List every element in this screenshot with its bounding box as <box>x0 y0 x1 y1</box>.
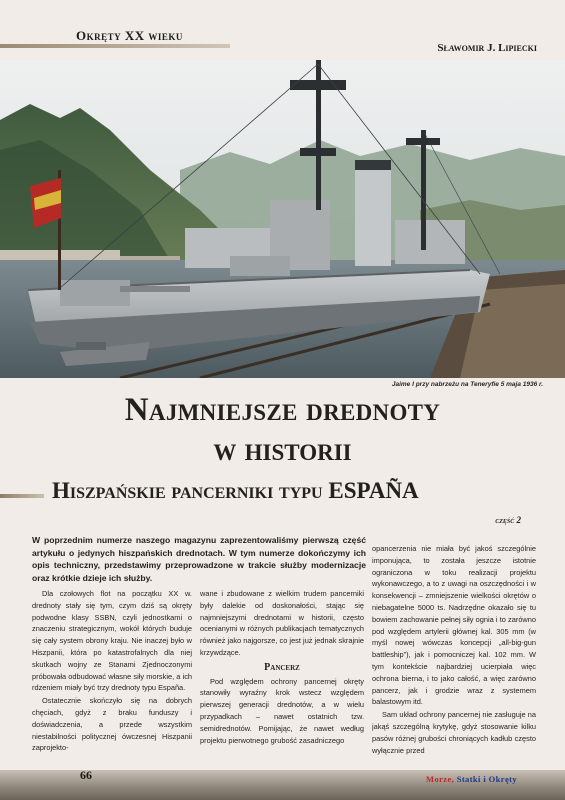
text-column-1 <box>32 588 192 760</box>
text-column-2 <box>200 588 364 760</box>
subtitle-block <box>0 478 565 514</box>
magazine-name-part-1: Morze, <box>426 774 457 784</box>
magazine-name-part-2: Statki i Okręty <box>456 774 517 784</box>
photo-caption: Jaime I przy nabrzeżu na Teneryfie 5 maja 1936 r. <box>391 381 543 388</box>
column-1-paragraph-2: Ostatecznie skończyło się na dobrych chęciach, gdyż z braku funduszy i doświadczenia, a przede wszystkim niestabilności politycznej ówczesnej Hiszpanii zaprojekto- <box>32 696 192 753</box>
section-tag <box>0 28 230 50</box>
part-label: część 2 <box>495 515 521 525</box>
subtitle: Hiszpańskie pancerniki typu ESPAÑA <box>52 478 419 503</box>
lead-paragraph: W poprzednim numerze naszego magazynu zaprezentowaliśmy pierwszą część artykułu o jedynych hiszpańskich drednotach. W tym numerze dokończymy ich opis techniczny, przedstawimy przeprowadzone w trakcie służby modernizacje oraz krótkie dzieje ich służby. <box>32 535 366 583</box>
battleship-photo <box>0 60 565 378</box>
section-rule <box>0 44 230 48</box>
author-name: Sławomir J. Lipiecki <box>437 42 537 54</box>
section-label: Okręty XX wieku <box>72 28 187 44</box>
text-column-3 <box>372 543 536 763</box>
section-heading-armor: Pancerz <box>264 661 300 673</box>
column-1-paragraph-1: Dla czołowych flot na początku XX w. drednoty stały się tym, czym dziś są okręty podwodne klasy SSBN, czyli jednostkami o znaczeniu strategicznym, wokół których buduje się cały system obrony kraju. Nie inaczej było w Hiszpanii, która po katastrofalnych dla niej skutkach wojny ze Stanami Zjednoczonymi próbowała odbudować własne siły morskie, a ich rdzeniem miały być trzy drednoty typu España. <box>32 589 192 693</box>
column-3-paragraph-2: Sam układ ochrony pancernej nie zasługuje na jakąś szczególną krytykę, gdyż stosowanie kilku pasów różnej grubości chroniących kadłub często wyłącznie przed <box>372 710 536 755</box>
subtitle-rule <box>0 494 44 498</box>
page-footer <box>0 760 565 800</box>
column-3-paragraph-1: opancerzenia nie miała być jakoś szczególnie imponująca, to została jeszcze istotnie ograniczona w toku realizacji projektu wykonawczego, a to z uwagi na oszczędności i w konsekwencji – zmniejszenie wielkości okrętów o niebagatelne 5000 ts. Nadrzędne okazało się tu bowiem zachowanie pełnej siły ognia i to zarówno pod względem artylerii głównej kal. 305 mm (w myśl nowej wówczas koncepcji „all-big-gun battleship”), jak i pomocniczej kal. 102 mm. W tym kontekście najbardziej ucierpiała więc ochrona bierna, i to jako całość, a więc zarówno pancerz, jak i grodzie wraz z systemem balastowym itd. <box>372 544 536 707</box>
column-2-paragraph-1: wane i zbudowane z wielkim trudem pancerniki były dalekie od doskonałości, stając się najmniejszymi drednotami w historii, często ocenianymi w różnych publikacjach tematycznych również jako najgorsze, co jest już jednak skrajnie krzywdzące. <box>200 589 364 657</box>
title-line-2: w historii <box>213 432 352 468</box>
title-line-1: Najmniejsze drednoty <box>124 392 441 428</box>
battleship-photo-illustration <box>0 60 565 378</box>
magazine-name <box>426 774 517 784</box>
page-number: 66 <box>80 768 92 782</box>
column-2-paragraph-2: Pod względem ochrony pancernej okręty stanowiły wyraźny krok wstecz względem pierwszej generacji drednotów, a w wielu przypadkach – nawet ostatnich tzw. semidrednotów. Pomijając, że nawet według projektu pierwotnego grubość zasadniczego <box>200 676 364 745</box>
